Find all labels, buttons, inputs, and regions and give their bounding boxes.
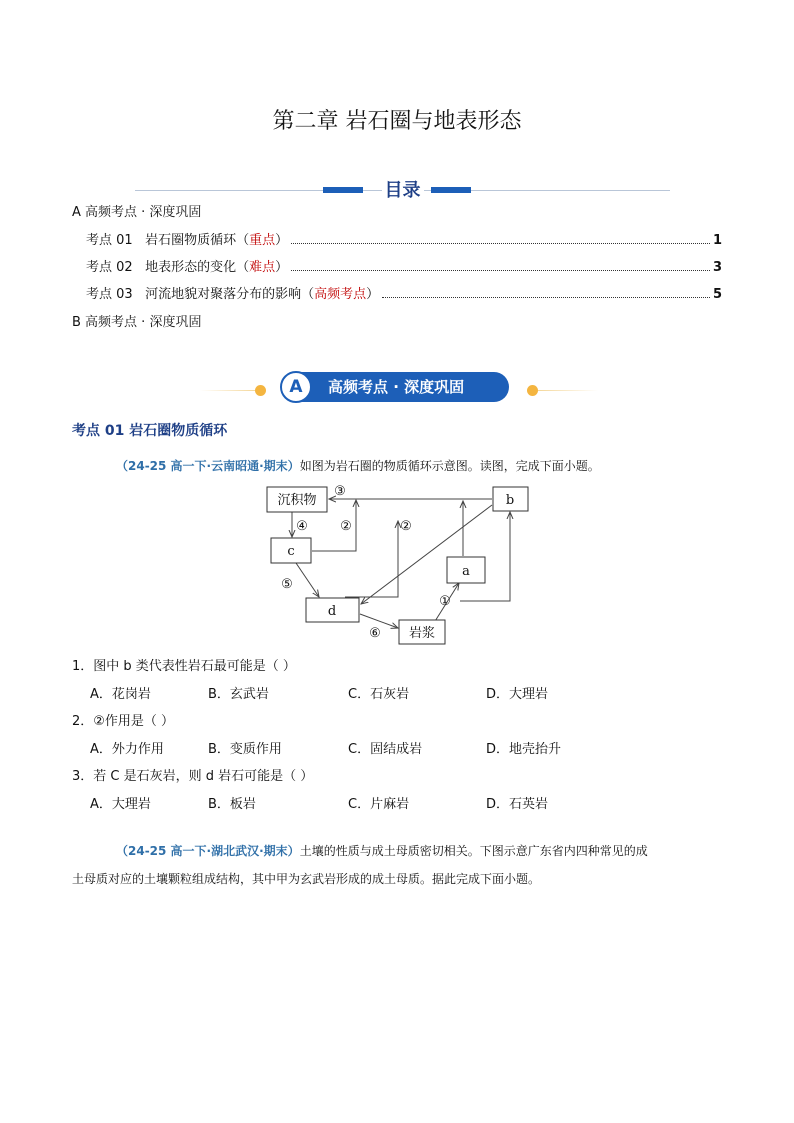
group1-source: （24-25 高一下·云南昭通·期末） <box>116 459 300 473</box>
toc-item-1[interactable]: 考点 01 岩石圈物质循环（重点） 1 <box>86 233 722 248</box>
label-3: ③ <box>334 484 346 499</box>
group1-intro <box>116 458 600 474</box>
question-1: 1．图中 b 类代表性岩石最可能是（ ） <box>72 659 296 674</box>
option-c[interactable]: C．片麻岩 <box>348 797 410 812</box>
option-c[interactable]: C．固结成岩 <box>348 742 423 757</box>
section-label: 高频考点 · 深度巩固 <box>328 378 465 396</box>
section-a-banner <box>250 372 550 404</box>
label-6: ⑥ <box>369 626 381 641</box>
toc-page: 3 <box>712 260 722 275</box>
node-magma: 岩浆 <box>408 626 436 641</box>
option-b[interactable]: B．变质作用 <box>208 742 282 757</box>
toc-page: 5 <box>712 287 722 302</box>
node-a: a <box>462 564 470 579</box>
toc-tag: 高频考点 <box>314 287 367 302</box>
option-b[interactable]: B．板岩 <box>208 797 256 812</box>
question-2: 2．②作用是（ ） <box>72 714 175 729</box>
kp1-heading: 考点 01 岩石圈物质循环 <box>72 423 228 439</box>
toc-text: 河流地貌对聚落分布的影响 <box>145 287 302 302</box>
label-1: ① <box>439 594 451 609</box>
toc-item-2[interactable]: 考点 02 地表形态的变化（难点） 3 <box>86 260 722 275</box>
toc-section-b: B 高频考点 · 深度巩固 <box>72 315 202 330</box>
toc-prefix: 考点 02 <box>86 260 133 275</box>
node-sediment: 沉积物 <box>277 493 317 508</box>
toc-header <box>135 178 670 200</box>
group2-intro <box>116 843 726 859</box>
node-b: b <box>505 493 515 508</box>
page-title: 第二章 岩石圈与地表形态 <box>272 109 522 134</box>
toc-heading: 目录 <box>382 180 424 201</box>
group2-intro-line2: 土母质对应的土壤颗粒组成结构，其中甲为玄武岩形成的成土母质。据此完成下面小题。 <box>72 872 541 886</box>
toc-tag: 重点 <box>249 233 276 248</box>
question-3: 3．若 C 是石灰岩，则 d 岩石可能是（ ） <box>72 769 314 784</box>
option-a[interactable]: A．外力作用 <box>90 742 164 757</box>
label-5: ⑤ <box>281 577 293 592</box>
option-a[interactable]: A．大理岩 <box>90 797 151 812</box>
toc-text: 岩石圈物质循环 <box>145 233 237 248</box>
option-b[interactable]: B．玄武岩 <box>208 687 269 702</box>
option-a[interactable]: A．花岗岩 <box>90 687 151 702</box>
group2-source: （24-25 高一下·湖北武汉·期末） <box>116 844 300 858</box>
label-2a: ② <box>340 519 352 534</box>
toc-prefix: 考点 01 <box>86 233 133 248</box>
toc-tag: 难点 <box>249 260 276 275</box>
toc-item-3[interactable]: 考点 03 河流地貌对聚落分布的影响（高频考点） 5 <box>86 287 722 302</box>
label-4: ④ <box>296 519 308 534</box>
option-d[interactable]: D．石英岩 <box>486 797 549 812</box>
toc-section-a: A 高频考点 · 深度巩固 <box>72 205 202 220</box>
toc-prefix: 考点 03 <box>86 287 133 302</box>
label-2b: ② <box>400 519 412 534</box>
node-c: c <box>287 544 295 559</box>
node-d: d <box>327 604 337 619</box>
group1-intro-text: 如图为岩石圈的物质循环示意图。读图，完成下面小题。 <box>299 459 600 473</box>
toc-page: 1 <box>712 233 722 248</box>
group2-intro-line1: 土壤的性质与成土母质密切相关。下图示意广东省内四种常见的成 <box>299 844 648 858</box>
option-d[interactable]: D．大理岩 <box>486 687 549 702</box>
section-letter: A <box>280 371 312 403</box>
rock-cycle-diagram <box>255 480 545 650</box>
toc-text: 地表形态的变化 <box>145 260 237 275</box>
option-c[interactable]: C．石灰岩 <box>348 687 410 702</box>
option-d[interactable]: D．地壳抬升 <box>486 742 562 757</box>
